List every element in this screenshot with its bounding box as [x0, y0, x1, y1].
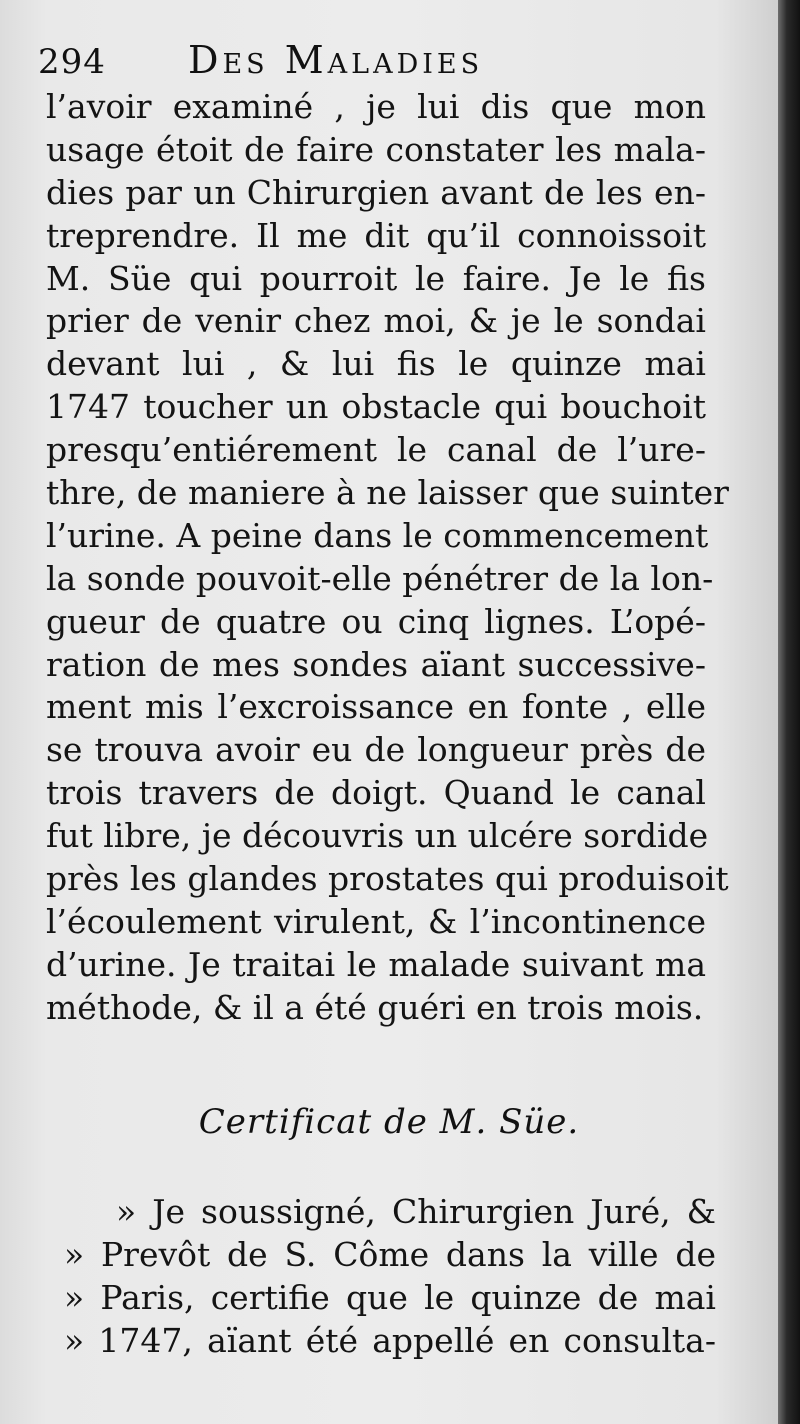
quote-line: » Paris, certifie que le quinze de mai [64, 1278, 716, 1317]
running-head: Des Maladies [188, 38, 484, 82]
text-line: méthode, & il a été guéri en trois mois. [46, 987, 704, 1027]
quote-line: » Prevôt de S. Côme dans la ville de [64, 1235, 716, 1274]
text-line: fut libre, je découvris un ulcére sordide [46, 816, 709, 856]
body-paragraph [46, 86, 729, 1030]
quote-line: » Je soussigné, Chirurgien Juré, & [116, 1192, 716, 1231]
text-line: trois travers de doigt. Quand le canal [46, 773, 706, 813]
text-line: la sonde pouvoit-elle pénétrer de la lon- [46, 558, 714, 598]
book-gutter [778, 0, 800, 1424]
text-line: l’urine. A peine dans le commencement [46, 515, 709, 555]
text-line: l’écoulement virulent, & l’incontinence [46, 901, 706, 941]
text-line: se trouva avoir eu de longueur près de [46, 730, 706, 770]
text-line: 1747 toucher un obstacle qui bouchoit [46, 387, 706, 427]
text-line: treprendre. Il me dit qu’il connoissoit [46, 215, 706, 255]
section-heading: Certificat de M. Süe. [198, 1102, 580, 1142]
text-line: prier de venir chez moi, & je le sondai [46, 301, 706, 341]
text-line: presqu’entiérement le canal de l’ure- [46, 430, 706, 470]
text-line: thre, de maniere à ne laisser que suinter [46, 473, 729, 513]
text-line: usage étoit de faire constater les mala- [46, 129, 706, 169]
text-line: devant lui , & lui fis le quinze mai [46, 344, 706, 384]
text-line: M. Süe qui pourroit le faire. Je le fis [46, 258, 706, 298]
text-line: d’urine. Je traitai le malade suivant ma [46, 944, 706, 984]
quoted-certificate [64, 1190, 716, 1362]
page-header [38, 38, 718, 90]
text-line: gueur de quatre ou cinq lignes. L’opé- [46, 601, 706, 641]
text-line: l’avoir examiné , je lui dis que mon [46, 87, 706, 126]
quote-line: » 1747, aïant été appellé en consulta- [64, 1321, 716, 1360]
page-number: 294 [38, 42, 106, 82]
text-line: ration de mes sondes aïant successive- [46, 644, 706, 684]
text-line: ment mis l’excroissance en fonte , elle [46, 687, 706, 727]
text-line: près les glandes prostates qui produisoit [46, 859, 729, 899]
text-line: dies par un Chirurgien avant de les en- [46, 172, 706, 212]
